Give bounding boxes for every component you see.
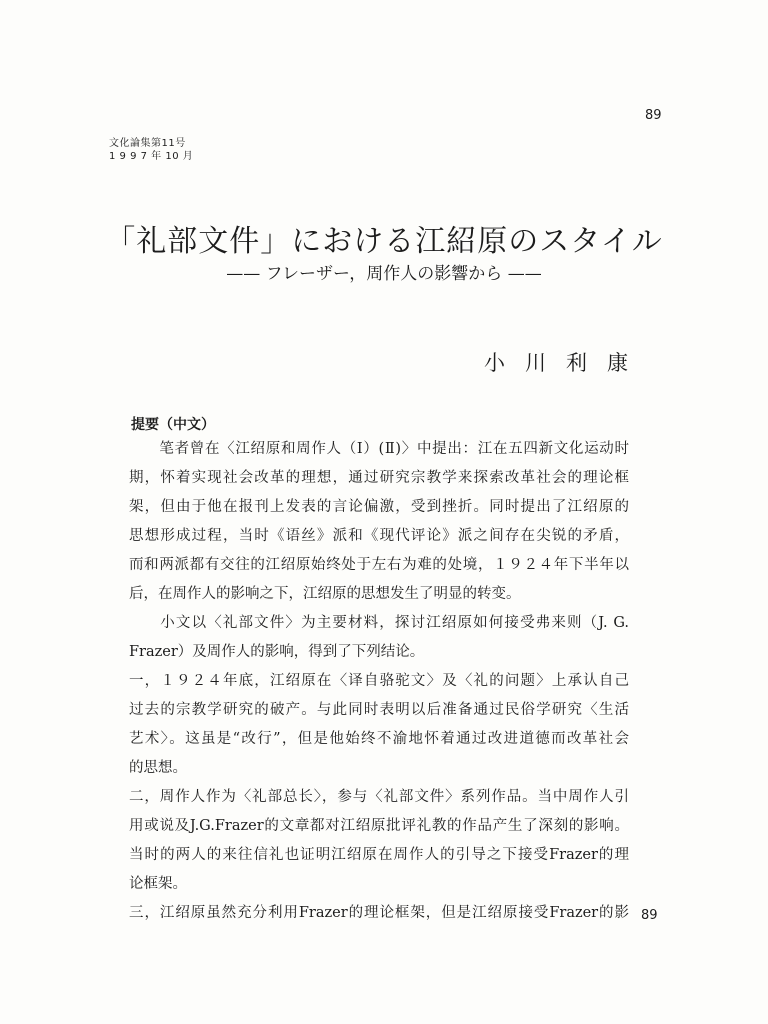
abstract-heading: 提要（中文） [131, 417, 215, 433]
abstract-line: 小文以〈礼部文件〉为主要材料，探讨江绍原如何接受弗来则（J. G. [129, 615, 629, 631]
abstract-line: Frazer）及周作人的影响，得到了下列结论。 [129, 644, 425, 660]
journal-info [109, 137, 193, 163]
paper-title: 「礼部文件」における江紹原のスタイル [105, 224, 663, 259]
abstract-line: 的思想。 [129, 760, 187, 776]
abstract-line: 三，江绍原虽然充分利用Frazer的理论框架，但是江绍原接受Frazer的影 [129, 905, 629, 921]
abstract-line: 架，但由于他在报刊上发表的言论偏激，受到挫折。同时提出了江绍原的 [129, 499, 629, 515]
abstract-line: 用或说及J.G.Frazer的文章都对江绍原批评礼教的作品产生了深刻的影响。 [129, 818, 629, 834]
paper-subtitle: —— フレーザー，周作人の影響から —— [226, 264, 542, 284]
abstract-line: 当时的两人的来往信礼也证明江绍原在周作人的引导之下接受Frazer的理 [129, 847, 629, 863]
abstract-line: 过去的宗教学研究的破产。与此同时表明以后准备通过民俗学研究〈生活 [129, 702, 629, 718]
abstract-line: 二，周作人作为〈礼部总长〉，参与〈礼部文件〉系列作品。当中周作人引 [129, 789, 629, 805]
page-number-bottom: 89 [641, 908, 658, 923]
abstract-line: 思想形成过程，当时《语丝》派和《现代评论》派之间存在尖锐的矛盾， [129, 528, 629, 544]
abstract-line: 而和两派都有交往的江绍原始终处于左右为难的处境，１９２４年下半年以 [129, 557, 629, 573]
journal-date: 1 9 9 7 年 10 月 [109, 151, 194, 162]
abstract-line: 艺术〉。这虽是“改行”，但是他始终不渝地怀着通过改进道德而改革社会 [129, 731, 629, 747]
abstract-body [129, 435, 629, 928]
page-number-top: 89 [645, 108, 662, 123]
abstract-line: 一，１９２４年底，江绍原在〈译自骆驼文〉及〈礼的问题〉上承认自己 [129, 673, 629, 689]
abstract-line: 期，怀着实现社会改革的理想，通过研究宗教学来探索改革社会的理论框 [129, 470, 629, 486]
abstract-line: 后，在周作人的影响之下，江绍原的思想发生了明显的转变。 [129, 586, 521, 602]
author-name: 小川利康 [484, 351, 648, 375]
abstract-line: 论框架。 [129, 876, 187, 892]
abstract-line: 笔者曾在〈江绍原和周作人（Ⅰ）(Ⅱ)〉中提出：江在五四新文化运动时 [129, 441, 629, 457]
journal-name: 文化論集第11号 [109, 138, 186, 149]
